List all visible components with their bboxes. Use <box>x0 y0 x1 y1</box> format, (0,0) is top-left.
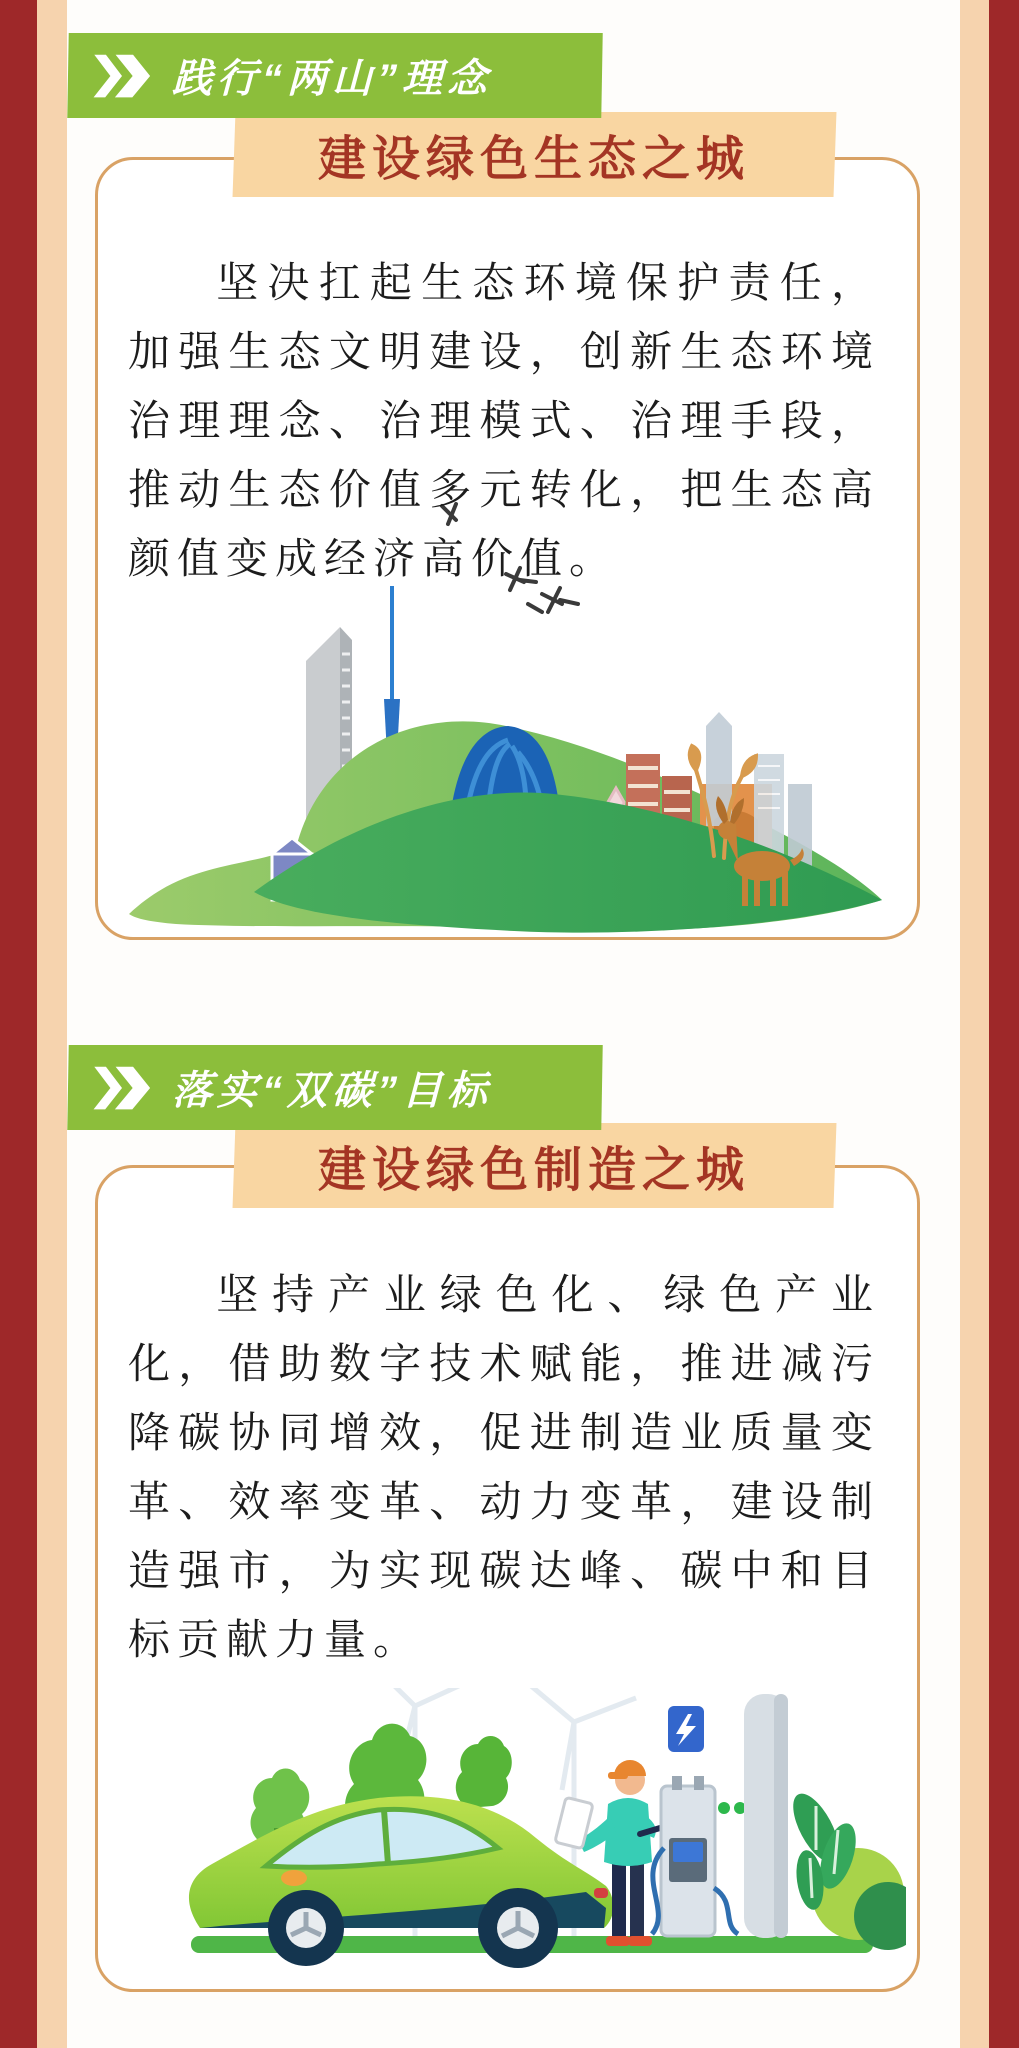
plants-icon <box>784 1787 906 1950</box>
section-carbon-subtitle: 建设绿色制造之城 <box>318 1144 751 1197</box>
ev-charging-scene-illustration <box>116 1688 906 1973</box>
double-chevron-right-icon <box>92 54 155 98</box>
pylon-building-icon <box>744 1694 788 1938</box>
left-red-border <box>0 0 37 2048</box>
left-peach-strip <box>37 0 67 2048</box>
manufacturing-paragraph: 坚持产业绿色化、绿色产业化，借助数字技术赋能，推进减污降碳协同增效，促进制造业质量变革、效率变革、动力变革，建设制造强市，为实现碳达峰、碳中和目标贡献力量。 <box>128 1271 880 1663</box>
section-ecology-title: 践行“两山”理念 <box>171 57 493 101</box>
section-ecology-banner <box>67 33 602 118</box>
section-carbon-title: 落实“双碳”目标 <box>171 1069 493 1113</box>
right-peach-strip <box>960 0 989 2048</box>
ecology-paragraph: 坚决扛起生态环境保护责任，加强生态文明建设，创新生态环境治理理念、治理模式、治理手段，推动生态价值多元转化，把生态高颜值变成经济高价值。 <box>128 259 880 582</box>
right-red-border <box>989 0 1019 2048</box>
section-carbon-subtitle-banner <box>233 1123 837 1208</box>
manufacturing-card <box>95 1165 920 1992</box>
section-carbon-banner <box>67 1045 602 1130</box>
section-ecology-subtitle: 建设绿色生态之城 <box>318 133 751 186</box>
double-chevron-right-icon <box>92 1066 155 1110</box>
section-ecology-subtitle-banner <box>233 112 837 197</box>
ecology-card <box>95 157 920 940</box>
